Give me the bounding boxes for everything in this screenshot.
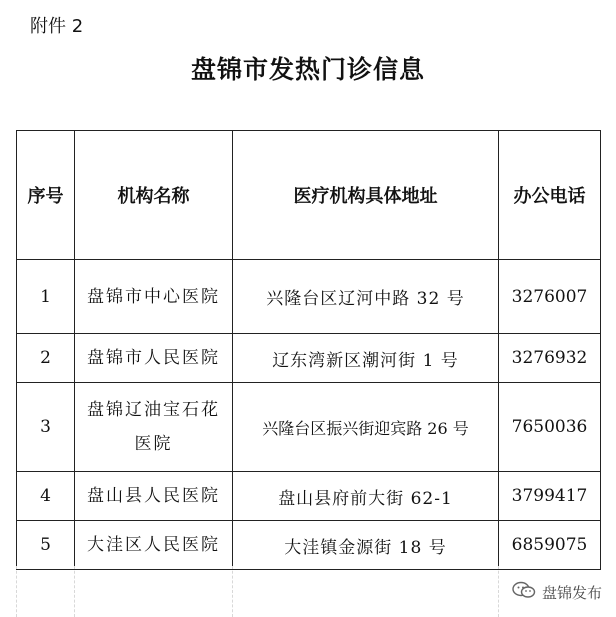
- cell-name: 盘山县人民医院: [75, 472, 233, 521]
- cell-no: 1: [17, 260, 75, 334]
- table-row: [17, 472, 601, 521]
- cell-no: 2: [17, 334, 75, 383]
- cell-no: 3: [17, 383, 75, 472]
- cell-address: 大洼镇金源街 18 号: [233, 521, 499, 570]
- header-name: 机构名称: [75, 131, 233, 260]
- watermark-text: 盘锦发布: [541, 583, 602, 602]
- watermark: [512, 581, 602, 603]
- cell-phone: 3276007: [499, 260, 601, 334]
- cell-phone: 3276932: [499, 334, 601, 383]
- cell-phone: 7650036: [499, 383, 601, 472]
- wechat-icon: [512, 581, 536, 603]
- faint-divider: [16, 566, 17, 617]
- faint-divider: [498, 566, 499, 617]
- cell-name: 盘锦辽油宝石花医院: [75, 383, 233, 472]
- cell-phone: 3799417: [499, 472, 601, 521]
- header-no: 序号: [17, 131, 75, 260]
- faint-divider: [232, 566, 233, 617]
- table-row: [17, 260, 601, 334]
- cell-no: 4: [17, 472, 75, 521]
- fever-clinic-table: [16, 130, 601, 570]
- cell-address: 辽东湾新区潮河街 1 号: [233, 334, 499, 383]
- cell-phone: 6859075: [499, 521, 601, 570]
- faint-divider: [74, 566, 75, 617]
- table-row: [17, 334, 601, 383]
- cell-name: 大洼区人民医院: [75, 521, 233, 570]
- cell-name: 盘锦市中心医院: [75, 260, 233, 334]
- header-address: 医疗机构具体地址: [233, 131, 499, 260]
- cell-address: 兴隆台区辽河中路 32 号: [233, 260, 499, 334]
- cell-address: 兴隆台区振兴街迎宾路 26 号: [233, 383, 499, 472]
- header-phone: 办公电话: [499, 131, 601, 260]
- cell-no: 5: [17, 521, 75, 570]
- cell-address: 盘山县府前大街 62-1: [233, 472, 499, 521]
- table-row: [17, 521, 601, 570]
- attachment-label: 附件 2: [30, 16, 84, 37]
- cell-name: 盘锦市人民医院: [75, 334, 233, 383]
- table-header-row: [17, 131, 601, 260]
- table-row: [17, 383, 601, 472]
- page-title: 盘锦市发热门诊信息: [190, 55, 425, 84]
